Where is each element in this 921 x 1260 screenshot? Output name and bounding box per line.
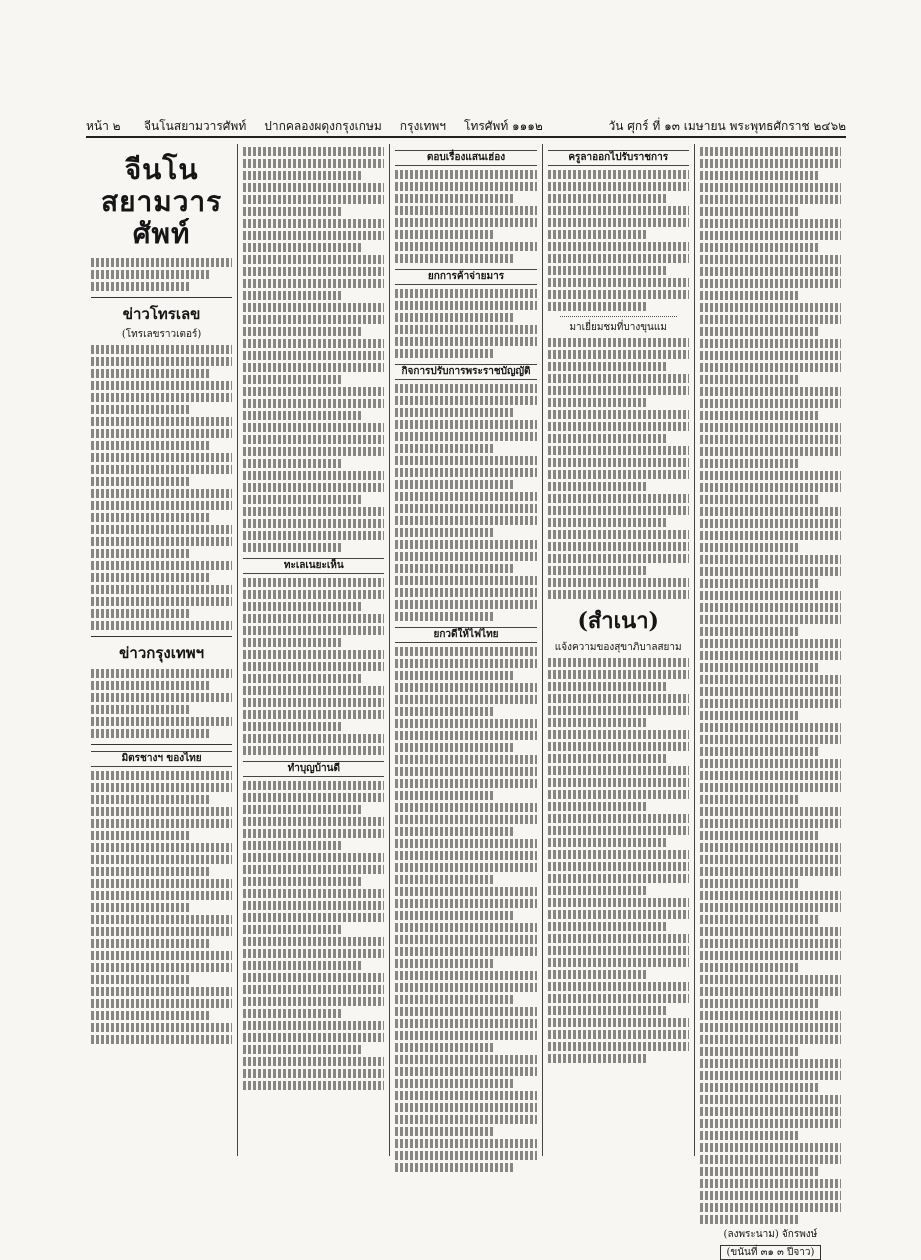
signature: (ลงพระนาม) จักรพงษ์ <box>723 1229 818 1240</box>
heading-col3-a: ตอบเรื่องแสนเฮ่อง <box>395 150 536 166</box>
column-2 <box>238 144 390 1156</box>
column-1 <box>86 144 238 1156</box>
date-box: (ขนันที่ ๓๑ ๓ ปีจาว) <box>720 1245 821 1260</box>
heading-copy: (สำเนา) <box>577 608 659 634</box>
phone: โทรศัพท์ ๑๑๑๒ <box>464 119 543 133</box>
column-4 <box>543 144 695 1156</box>
column-3 <box>390 144 542 1156</box>
heading-col4-b: มาเยี่ยมชมที่บางขุนแม <box>569 322 667 333</box>
publisher: ปากคลองผดุงกรุงเกษม <box>264 119 382 133</box>
newspaper-columns <box>86 144 846 1258</box>
heading-col3-d: ยกวดีให้ไฟไทย <box>395 627 536 643</box>
issue-date: วัน ศุกร์ ที่ ๑๓ เมษายน พระพุทธศักราช ๒๔๖๒ <box>608 119 846 133</box>
heading-telegraph-sub: (โทรเลขราวเตอร์) <box>121 329 202 340</box>
heading-col4-a: ครูลาออกไปรับราชการ <box>548 150 689 166</box>
heading-col3-c: กิจการปรับการพระราชบัญญัติ <box>395 364 536 380</box>
column-5 <box>695 144 846 1258</box>
masthead: จีนโนสยามวารศัพท์ <box>101 153 223 250</box>
heading-col4-c: แจ้งความของสุขาภิบาลสยาม <box>554 642 682 653</box>
heading-col2-b: ทำบุญบ้านดี <box>243 761 384 777</box>
heading-col3-b: ยกการค้าจ่ายมาร <box>395 269 536 285</box>
heading-telegraph-news: ข่าวโทรเลข <box>122 305 201 323</box>
heading-local-2: มิตรชางฯ ของไทย <box>91 751 232 767</box>
page-header <box>86 104 846 138</box>
page-number: หน้า ๒ <box>86 119 121 133</box>
paper-name: จีนโนสยามวารศัพท์ <box>144 119 247 133</box>
heading-local-news: ข่าวกรุงเทพฯ <box>119 644 205 662</box>
city: กรุงเทพฯ <box>399 119 446 133</box>
heading-col2-a: ทะเลเนยะเห็น <box>243 558 384 574</box>
